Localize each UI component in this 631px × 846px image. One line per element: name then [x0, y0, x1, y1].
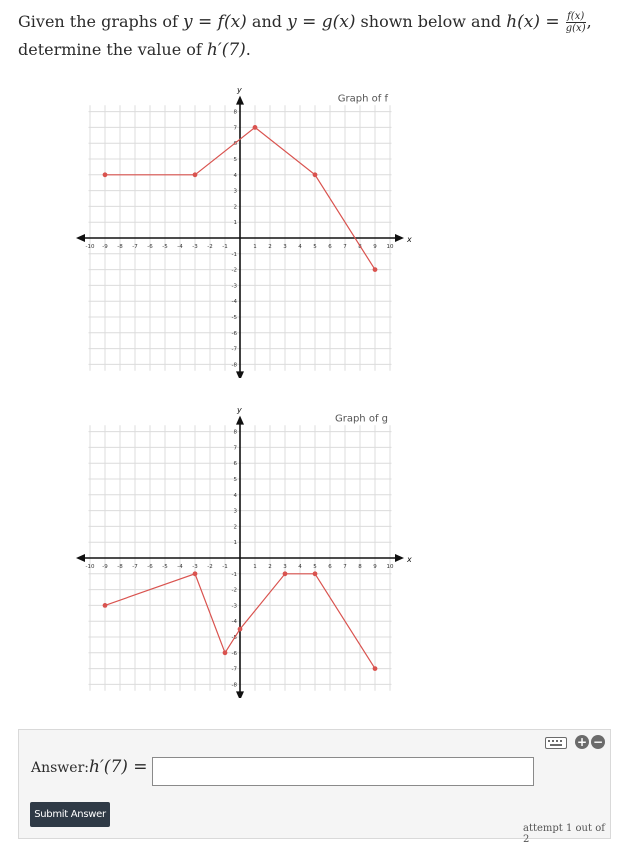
data-point: [193, 172, 198, 177]
y-tick-label: 7: [233, 445, 237, 452]
data-point: [253, 125, 258, 130]
x-tick-label: -8: [117, 244, 123, 250]
answer-panel: [18, 729, 611, 845]
x-tick-label: 6: [328, 244, 332, 250]
math-y-eq-g: y = g(x): [287, 12, 356, 32]
x-tick-label: -5: [162, 564, 168, 570]
x-axis-arrow-left: [76, 554, 85, 562]
math-target: h′(7): [206, 40, 246, 60]
y-tick-label: 2: [233, 204, 237, 211]
y-tick-label: 8: [233, 429, 237, 436]
data-point: [103, 603, 108, 608]
math-fraction: [566, 11, 586, 34]
y-tick-label: 8: [233, 109, 237, 116]
y-tick-label: 2: [233, 524, 237, 531]
y-tick-label: -4: [231, 619, 237, 626]
y-axis-arrow-down: [236, 371, 244, 378]
y-tick-label: -8: [231, 682, 237, 689]
x-tick-label: -2: [207, 564, 213, 570]
x-tick-label: 1: [253, 244, 257, 250]
x-tick-label: -10: [85, 244, 95, 250]
question-text-part: and: [246, 12, 288, 31]
y-axis-label: y: [237, 408, 242, 415]
data-point: [283, 571, 288, 576]
x-tick-label: 2: [268, 564, 272, 570]
x-tick-label: -5: [162, 244, 168, 250]
y-tick-label: 4: [233, 172, 237, 179]
data-point: [373, 267, 378, 272]
data-point: [103, 172, 108, 177]
graph-f: [62, 88, 422, 378]
x-tick-label: -3: [192, 564, 198, 570]
question-text-part: shown below and: [355, 12, 507, 31]
keyboard-icon[interactable]: [545, 737, 567, 749]
y-tick-label: -3: [231, 283, 237, 290]
y-tick-label: 3: [233, 188, 237, 195]
question-text-part: Given the graphs of: [18, 12, 183, 31]
x-tick-label: -6: [147, 564, 153, 570]
data-point: [193, 571, 198, 576]
y-tick-label: 4: [233, 492, 237, 499]
y-tick-label: 7: [233, 125, 237, 132]
x-tick-label: 9: [373, 244, 377, 250]
question-line-1: [18, 8, 618, 36]
x-tick-label: 8: [358, 564, 362, 570]
y-tick-label: 6: [233, 461, 237, 468]
y-axis-arrow-up: [236, 416, 244, 425]
x-tick-label: -9: [102, 564, 108, 570]
x-tick-label: -7: [132, 564, 138, 570]
data-point: [373, 666, 378, 671]
x-tick-label: 4: [298, 244, 302, 250]
y-tick-label: -2: [231, 587, 237, 594]
x-axis-label: x: [407, 555, 412, 564]
y-tick-label: -2: [231, 267, 237, 274]
graph-g: [62, 408, 422, 698]
x-tick-label: -10: [85, 564, 95, 570]
answer-input[interactable]: [152, 757, 534, 786]
y-tick-label: 6: [233, 141, 237, 148]
x-tick-label: 8: [358, 244, 362, 250]
attempt-counter: attempt 1 out of 2: [523, 823, 605, 845]
math-y-eq-f: y = f(x): [183, 12, 247, 32]
x-axis-arrow-right: [395, 554, 404, 562]
y-tick-label: -4: [231, 299, 237, 306]
y-tick-label: -3: [231, 603, 237, 610]
graph-title: Graph of f: [337, 93, 388, 105]
data-point: [313, 172, 318, 177]
x-tick-label: -3: [192, 244, 198, 250]
y-axis-label: y: [237, 88, 242, 95]
data-point: [223, 650, 228, 655]
submit-answer-button[interactable]: Submit Answer: [30, 802, 110, 827]
y-tick-label: -1: [231, 251, 237, 258]
x-tick-label: 2: [268, 244, 272, 250]
x-tick-label: 4: [298, 564, 302, 570]
x-tick-label: 5: [313, 564, 317, 570]
y-tick-label: -6: [231, 330, 237, 337]
y-axis-arrow-down: [236, 691, 244, 698]
y-tick-label: 5: [233, 157, 237, 163]
x-tick-label: 5: [313, 244, 317, 250]
x-tick-label: -9: [102, 244, 108, 250]
data-point: [238, 627, 243, 632]
y-tick-label: -8: [231, 362, 237, 369]
y-tick-label: -7: [231, 346, 237, 353]
x-tick-label: 6: [328, 564, 332, 570]
y-tick-label: -5: [231, 635, 237, 641]
x-tick-label: -8: [117, 564, 123, 570]
x-axis-label: x: [407, 235, 412, 244]
x-tick-label: 9: [373, 564, 377, 570]
x-tick-label: 3: [283, 564, 287, 570]
question-text-part: determine the value of: [18, 40, 207, 59]
x-tick-label: -6: [147, 244, 153, 250]
x-tick-label: 10: [386, 564, 394, 570]
x-tick-label: -4: [177, 564, 183, 570]
x-tick-label: 1: [253, 564, 257, 570]
x-axis-arrow-left: [76, 234, 85, 242]
minus-icon[interactable]: −: [592, 735, 604, 749]
question-text: [18, 8, 618, 64]
x-tick-label: -4: [177, 244, 183, 250]
x-tick-label: -2: [207, 244, 213, 250]
y-tick-label: -1: [231, 571, 237, 578]
x-tick-label: -1: [222, 244, 228, 250]
answer-label: Answer:: [31, 760, 89, 776]
graph-title: Graph of g: [334, 413, 388, 425]
math-h-def: h(x) =: [506, 12, 560, 32]
data-point: [313, 571, 318, 576]
question-text-part: ,: [586, 12, 592, 31]
x-tick-label: 3: [283, 244, 287, 250]
y-tick-label: -6: [231, 650, 237, 657]
x-tick-label: 7: [343, 244, 347, 250]
y-tick-label: 1: [233, 540, 237, 547]
y-axis-arrow-up: [236, 96, 244, 105]
question-text-part: .: [245, 40, 251, 59]
plus-icon[interactable]: +: [576, 735, 588, 749]
question-line-2: [18, 36, 618, 64]
answer-expression: h′(7) =: [89, 757, 148, 777]
x-axis-arrow-right: [395, 234, 404, 242]
y-tick-label: 3: [233, 508, 237, 515]
x-tick-label: 7: [343, 564, 347, 570]
x-tick-label: -7: [132, 244, 138, 250]
y-tick-label: 5: [233, 477, 237, 483]
fraction-denominator: g(x): [565, 23, 586, 34]
y-tick-label: -5: [231, 315, 237, 321]
fraction-numerator: f(x): [567, 11, 585, 22]
x-tick-label: -1: [222, 564, 228, 570]
y-tick-label: -7: [231, 666, 237, 673]
y-tick-label: 1: [233, 220, 237, 227]
x-tick-label: 10: [386, 244, 394, 250]
